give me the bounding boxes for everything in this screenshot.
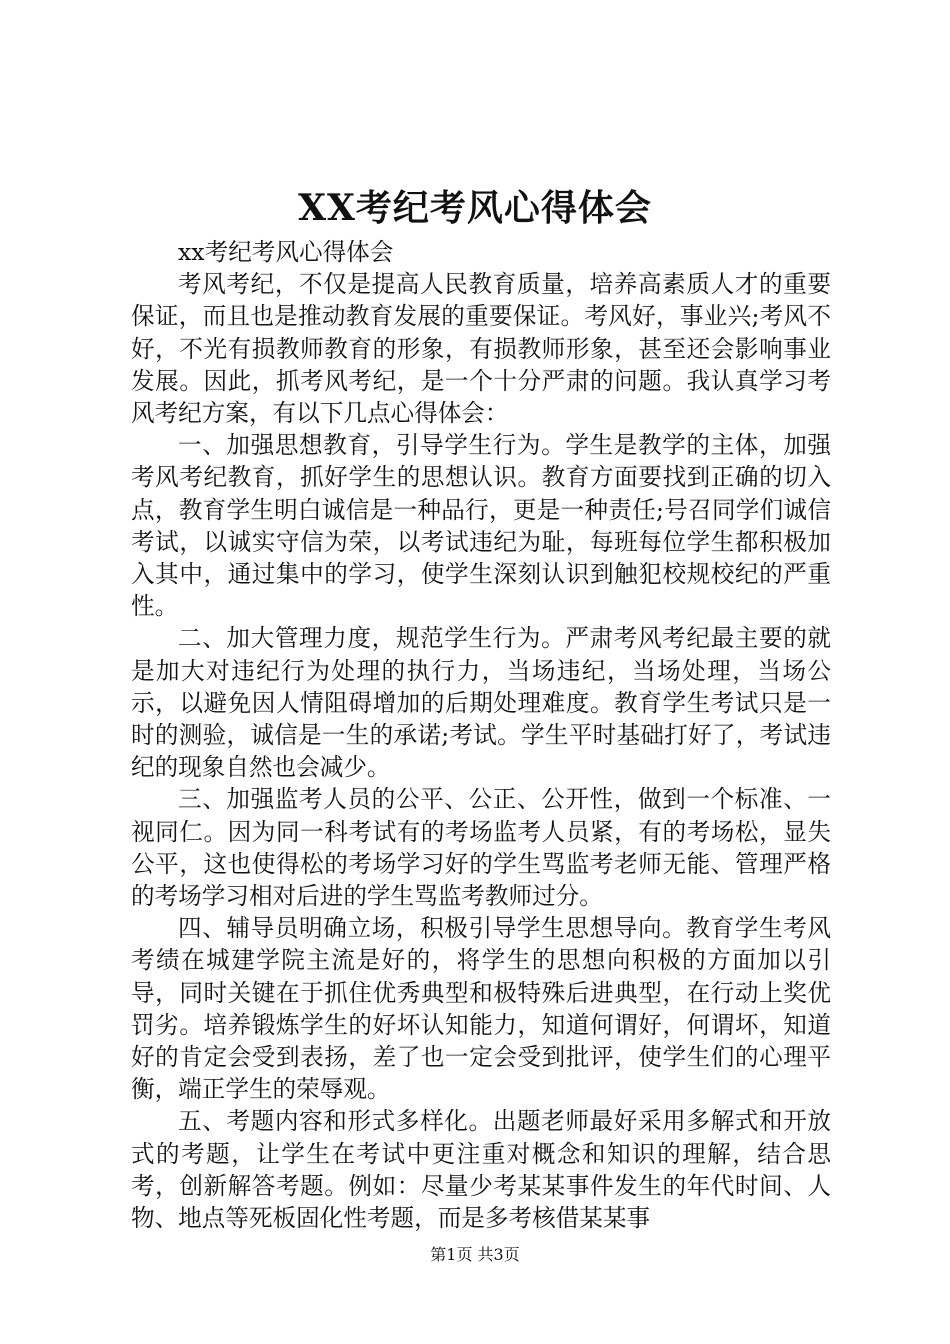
document-body — [131, 236, 831, 1234]
paragraph-point-3: 三、加强监考人员的公平、公正、公开性，做到一个标准、一视同仁。因为同一科考试有的考场监考人员紧，有的考场松，显失公平，这也使得松的考场学习好的学生骂监考老师无能、管理严格的考场学习相对后进的学生骂监考教师过分。 — [131, 785, 831, 911]
document-subtitle: xx考纪考风心得体会 — [178, 238, 394, 266]
paragraph-point-5: 五、考题内容和形式多样化。出题老师最好采用多解式和开放式的考题，让学生在考试中更注重对概念和知识的理解，结合思考，创新解答考题。例如：尽量少考某某事件发生的年代时间、人物、地点等死板固化性考题，而是多考核借某某事 — [131, 1107, 831, 1233]
page-footer — [0, 1244, 950, 1266]
paragraph-point-2: 二、加大管理力度，规范学生行为。严肃考风考纪最主要的就是加大对违纪行为处理的执行力，当场违纪，当场处理，当场公示，以避免因人情阻碍增加的后期处理难度。教育学生考试只是一时的测验，诚信是一生的承诺;考试。学生平时基础打好了，考试违纪的现象自然也会减少。 — [131, 624, 831, 782]
paragraph-point-1: 一、加强思想教育，引导学生行为。学生是教学的主体，加强考风考纪教育，抓好学生的思想认识。教育方面要找到正确的切入点，教育学生明白诚信是一种品行，更是一种责任;号召同学们诚信考试，以诚实守信为荣，以考试违纪为耻，每班每位学生都积极加入其中，通过集中的学习，使学生深刻认识到触犯校规校纪的严重性。 — [131, 431, 831, 621]
paragraph-intro: 考风考纪，不仅是提高人民教育质量，培养高素质人才的重要保证，而且也是推动教育发展的重要保证。考风好，事业兴;考风不好，不光有损教师教育的形象，有损教师形象，甚至还会影响事业发展。因此，抓考风考纪，是一个十分严肃的问题。我认真学习考风考纪方案，有以下几点心得体会： — [131, 270, 831, 428]
document-title: XX考纪考风心得体会 — [298, 187, 652, 229]
paragraph-point-4: 四、辅导员明确立场，积极引导学生思想导向。教育学生考风考绩在城建学院主流是好的，将学生的思想向积极的方面加以引导，同时关键在于抓住优秀典型和极特殊后进典型，在行动上奖优罚劣。培养锻炼学生的好坏认知能力，知道何谓好，何谓坏，知道好的肯定会受到表扬，差了也一定会受到批评，使学生们的心理平衡，端正学生的荣辱观。 — [131, 914, 831, 1104]
page-number: 第1页 共3页 — [430, 1245, 520, 1264]
